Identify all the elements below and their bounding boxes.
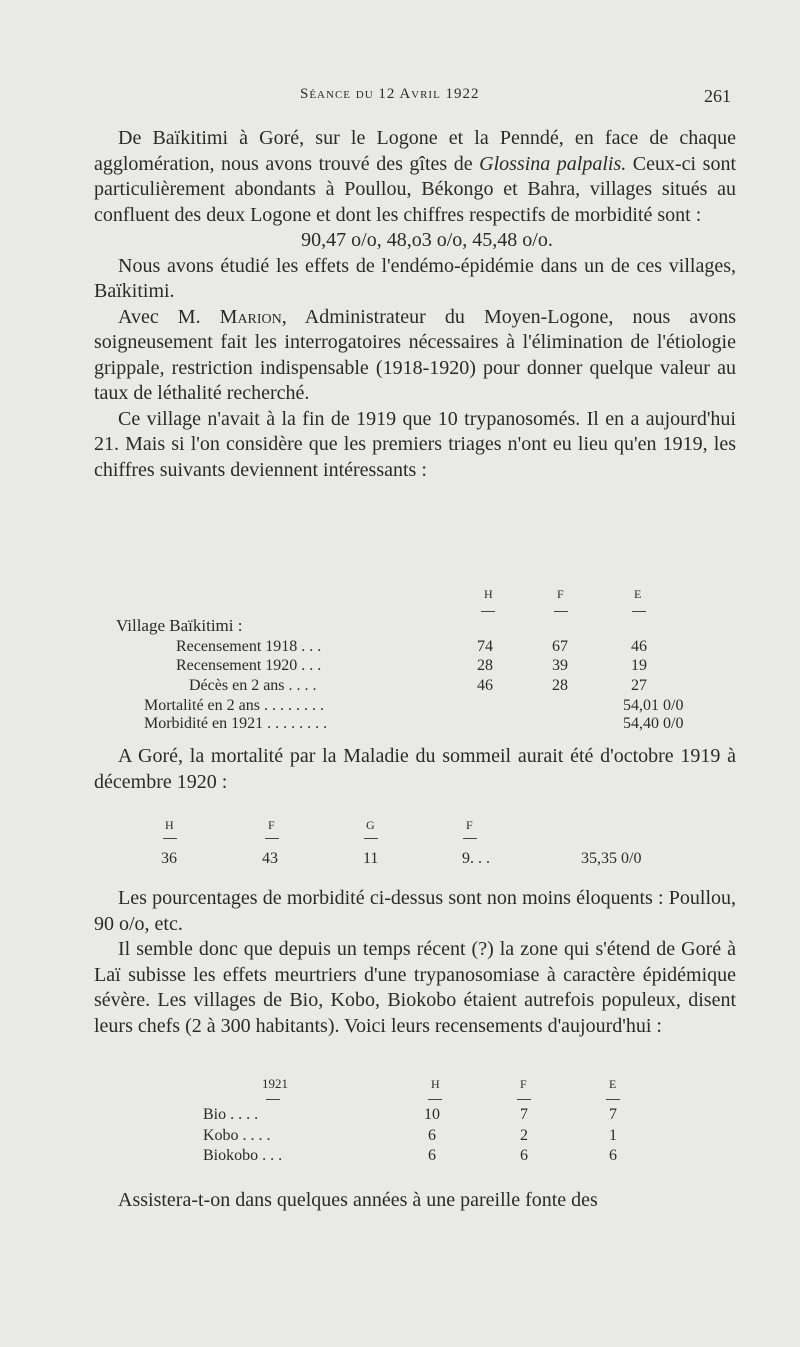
- cell: 36: [161, 850, 177, 867]
- main-text-4: [94, 1188, 736, 1214]
- paragraph-6: Les pourcentages de morbidité ci-dessus sont non moins éloquents : Poullou, 90 o/o, etc.: [94, 887, 736, 935]
- col-header: H: [165, 818, 174, 832]
- col-header: F: [466, 818, 473, 832]
- row-label: Recensement 1920 . . .: [176, 657, 322, 674]
- cell-h: 74: [477, 638, 493, 655]
- row-label: Biokobo . . .: [203, 1147, 283, 1164]
- morbidity-value: 54,40 0/0: [623, 715, 684, 732]
- paragraph-1: De Baïkitimi à Goré, sur le Logone et la Penndé, en face de chaque agglomération, nous avons trouvé des gîtes de Glossina palpalis. Ceux-ci sont particulièrement abondants à Poullou, Békongo et Bahra, villages situés au confluent des deux Logone et dont les chiffres respectifs de morbidité sont :: [94, 127, 736, 226]
- cell-e: 6: [609, 1147, 617, 1164]
- person-name: Marion: [219, 305, 282, 328]
- paragraph-3: Avec M. Marion, Administrateur du Moyen-Logone, nous avons soigneusement fait les interrogatoires nécessaires à l'élimination de l'étiologie grippale, restriction indispensable (1918-1920) pour donner quelque valeur au taux de léthalité recherché.: [94, 305, 736, 404]
- morbidity-figures: 90,47 o/o, 48,o3 o/o, 45,48 o/o.: [301, 229, 553, 251]
- cell-f: 7: [520, 1106, 528, 1123]
- col-header-h: H: [431, 1077, 440, 1091]
- row-label: Kobo . . . .: [203, 1127, 271, 1144]
- mortality-label: Mortalité en 2 ans . . . . . . . .: [144, 697, 324, 714]
- cell-f: 2: [520, 1127, 528, 1144]
- cell-f: 28: [552, 677, 568, 694]
- col-header: G: [366, 818, 375, 832]
- cell-e: 19: [631, 657, 647, 674]
- col-header-e: E: [634, 587, 642, 601]
- morbidity-label: Morbidité en 1921 . . . . . . . .: [144, 715, 328, 732]
- cell: 43: [262, 850, 278, 867]
- col-header-e: E: [609, 1077, 617, 1091]
- species-name: Glossina palpalis.: [479, 152, 627, 175]
- paragraph-4: Ce village n'avait à la fin de 1919 que 10 trypanosomés. Il en a aujourd'hui 21. Mais si l'on considère que les premiers triages n'ont eu lieu qu'en 1919, les chiffres suivants deviennent intéressants :: [94, 407, 736, 481]
- cell: 11: [363, 850, 379, 867]
- row-label: Recensement 1918 . . .: [176, 638, 322, 655]
- cell-h: 6: [428, 1127, 436, 1144]
- year-header: 1921: [262, 1076, 288, 1091]
- paragraph-8: Assistera-t-on dans quelques années à une pareille fonte des: [118, 1189, 598, 1211]
- col-header-h: H: [484, 587, 493, 601]
- cell-f: 6: [520, 1147, 528, 1164]
- cell-f: 39: [552, 657, 568, 674]
- cell: 9. . .: [462, 850, 490, 867]
- paragraph-2: Nous avons étudié les effets de l'endémo-épidémie dans un de ces villages, Baïkitimi.: [94, 254, 736, 302]
- paragraph-7: Il semble donc que depuis un temps récent (?) la zone qui s'étend de Goré à Laï subisse les effets meurtriers d'une trypanosomiase à caractère épidémique sévère. Les villages de Bio, Kobo, Biokobo étaient autrefois populeux, disent leurs chefs (2 à 300 habitants). Voici leurs recensements d'aujourd'hui :: [94, 938, 736, 1037]
- row-label: Décès en 2 ans . . . .: [189, 677, 317, 694]
- cell-h: 6: [428, 1147, 436, 1164]
- percent-value: 35,35 0/0: [581, 850, 642, 867]
- col-header-f: F: [557, 587, 564, 601]
- cell-e: 27: [631, 677, 647, 694]
- cell-f: 67: [552, 638, 568, 655]
- cell-e: 7: [609, 1106, 617, 1123]
- col-header-f: F: [520, 1077, 527, 1091]
- cell-e: 46: [631, 638, 647, 655]
- cell-h: 28: [477, 657, 493, 674]
- cell-h: 10: [424, 1106, 440, 1123]
- running-title: Séance du 12 Avril 1922: [300, 86, 480, 102]
- col-header: F: [268, 818, 275, 832]
- row-label: Bio . . . .: [203, 1106, 259, 1123]
- mortality-value: 54,01 0/0: [623, 697, 684, 714]
- cell-h: 46: [477, 677, 493, 694]
- table-title: Village Baïkitimi :: [116, 616, 243, 635]
- paragraph-5: A Goré, la mortalité par la Maladie du sommeil aurait été d'octobre 1919 à décembre 1920 :: [94, 745, 736, 793]
- cell-e: 1: [609, 1127, 617, 1144]
- page-number: 261: [704, 86, 731, 106]
